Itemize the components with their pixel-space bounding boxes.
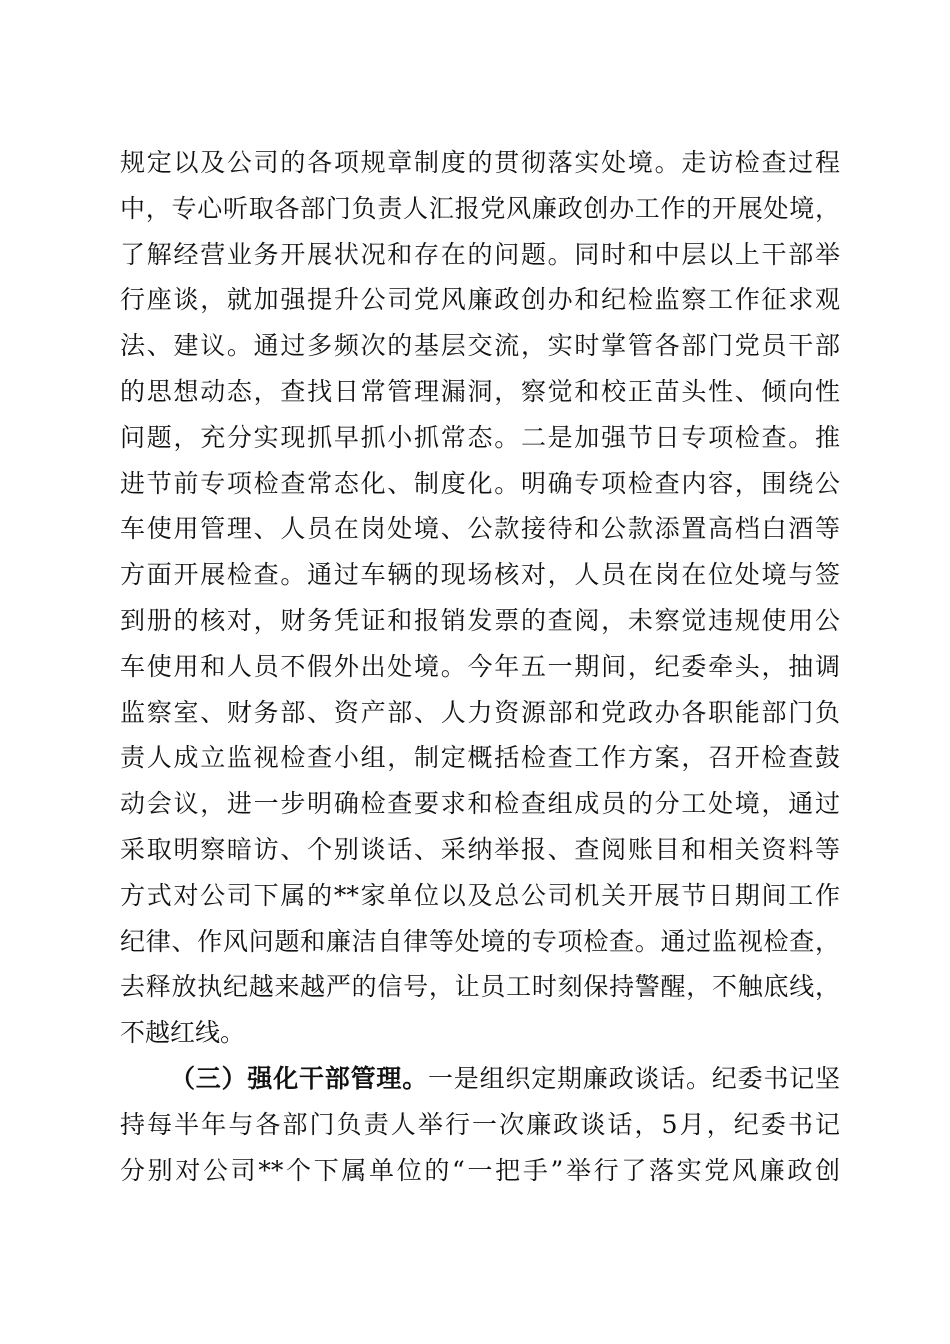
text-line: 纪律、作风问题和廉洁自律等处境的专项检查。通过监视检查， (120, 926, 840, 956)
section-3-heading: （三）强化干部管理。 (170, 1063, 428, 1093)
text-line: 规定以及公司的各项规章制度的贯彻落实处境。走访检查过程 (120, 148, 840, 177)
text-line: 方式对公司下属的**家单位以及总公司机关开展节日期间工作 (120, 880, 840, 910)
section-3-first-line-text: 一是组织定期廉政谈话。纪委书记坚 (428, 1063, 840, 1093)
text-line: 了解经营业务开展状况和存在的问题。同时和中层以上干部举 (120, 239, 840, 269)
text-line: 问题，充分实现抓早抓小抓常态。二是加强节日专项检查。推 (120, 422, 840, 452)
text-line: 中，专心听取各部门负责人汇报党风廉政创办工作的开展处境， (120, 193, 840, 223)
text-line: 法、建议。通过多频次的基层交流，实时掌管各部门党员干部 (120, 331, 840, 361)
text-line: 动会议，进一步明确检查要求和检查组成员的分工处境，通过 (120, 789, 840, 819)
text-line: 采取明察暗访、个别谈话、采纳举报、查阅账目和相关资料等 (120, 834, 840, 864)
text-line: 分别对公司**个下属单位的“一把手”举行了落实党风廉政创 (120, 1155, 840, 1185)
text-line: 行座谈，就加强提升公司党风廉政创办和纪检监察工作征求观 (120, 285, 840, 315)
text-line: 到册的核对，财务凭证和报销发票的查阅，未察觉违规使用公 (120, 605, 840, 635)
text-line: 的思想动态，查找日常管理漏洞，察觉和校正苗头性、倾向性 (120, 376, 840, 406)
text-line: 方面开展检查。通过车辆的现场核对，人员在岗在位处境与签 (120, 560, 840, 590)
text-line: 车使用管理、人员在岗处境、公款接待和公款添置高档白酒等 (120, 514, 840, 544)
text-line: 进节前专项检查常态化、制度化。明确专项检查内容，围绕公 (120, 468, 840, 498)
text-line: 监察室、财务部、资产部、人力资源部和党政办各职能部门负 (120, 697, 840, 727)
text-line: 不越红线。 (120, 1018, 246, 1048)
body-text (120, 140, 840, 1193)
text-line: 持每半年与各部门负责人举行一次廉政谈话，5月，纪委书记 (120, 1109, 840, 1139)
text-line: 责人成立监视检查小组，制定概括检查工作方案，召开检查鼓 (120, 743, 840, 773)
text-line: 去释放执纪越来越严的信号，让员工时刻保持警醒，不触底线， (120, 972, 840, 1002)
section-3-first-line (120, 1056, 840, 1102)
text-line: 车使用和人员不假外出处境。今年五一期间，纪委牵头，抽调 (120, 651, 840, 681)
